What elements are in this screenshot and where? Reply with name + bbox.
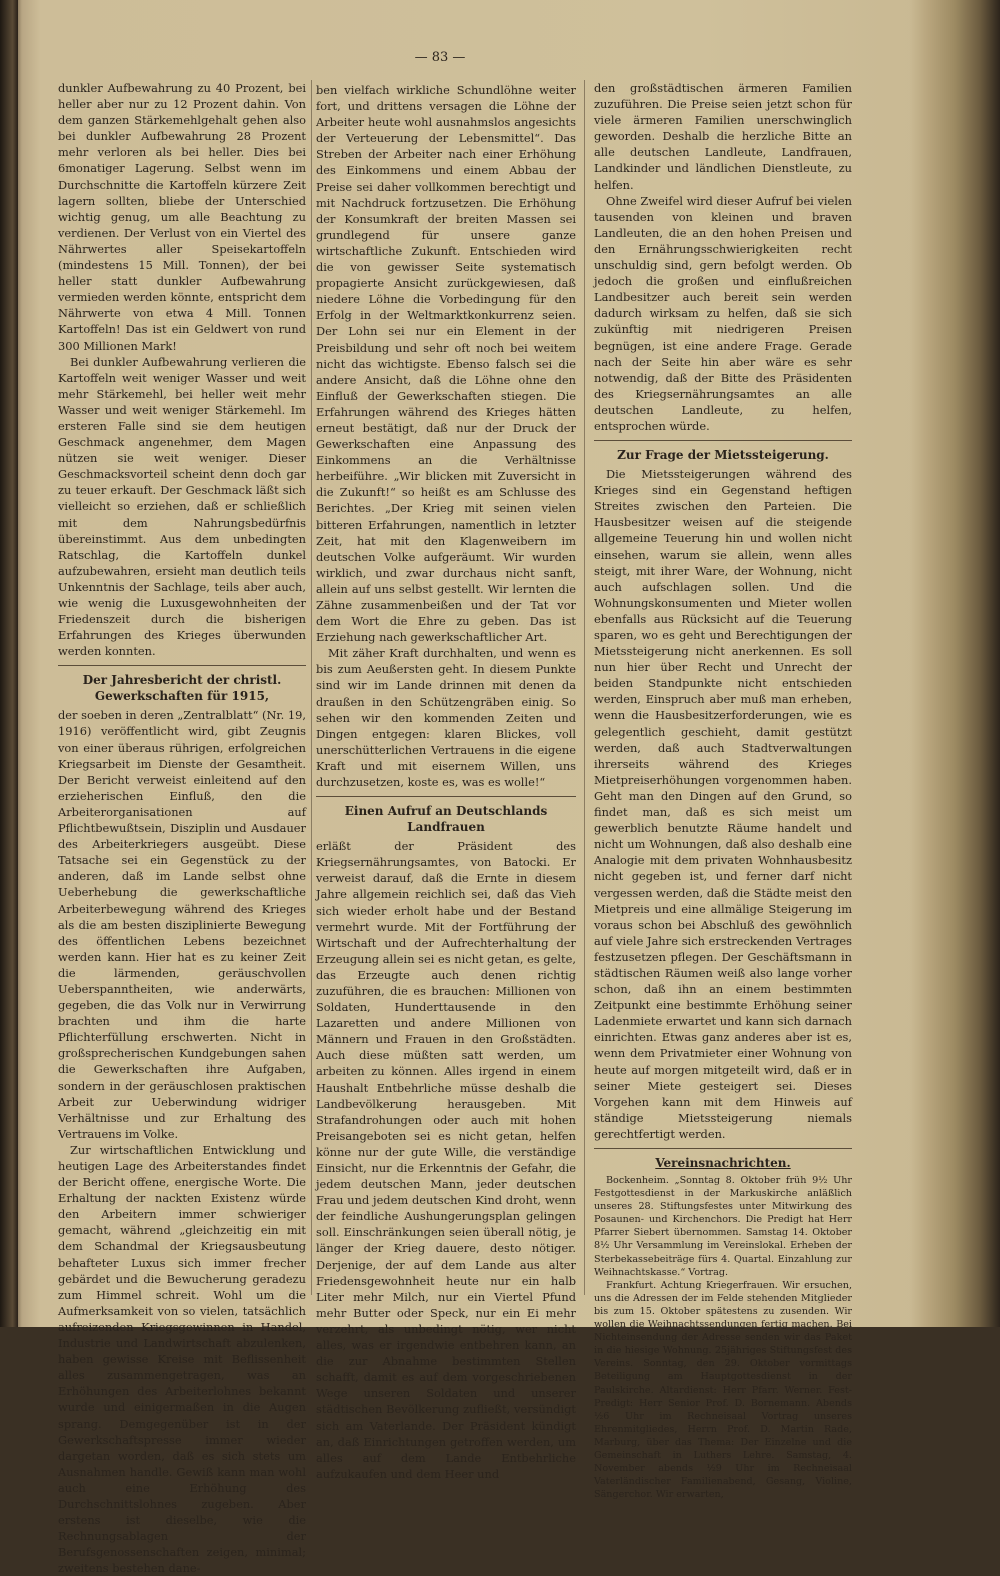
section-heading-text: Vereinsnachrichten. bbox=[655, 1156, 791, 1170]
paragraph: Die Mietssteigerungen während des Krieges sind ein Gegenstand heftigen Streites zwischen den Parteien. Die Hausbesitzer weisen auf die steigende allgemeine Teuerung hin und wollen nicht einsehen, warum sie allein, wenn alles steigt, mit ihrer Ware, der Wohnung, nicht auch aufschlagen sollen. Und die Wohnungskonsumenten und Mieter wollen ebenfalls aus Rücksicht auf die Teuerung sparen, wo es geht und Berechtigungen der Mietssteigerung nicht anerkennen. Es soll nun hier über Recht und Unrecht der beiden Standpunkte nicht entschieden werden, Einspruch aber muß man erheben, wenn die Hausbesitzerforderungen, wie es gelegentlich geschieht, damit gestützt werden, daß auch Stadtverwaltungen ihrerseits während des Krieges Mietpreiserhöhungen vorgenommen haben. Geht man den Dingen auf den Grund, so findet man, daß es sich meist um gewerblich benutzte Räume handelt und nicht um Wohnungen, daß also deshalb eine Analogie mit dem privaten Wohnhausbesitz nicht gegeben ist, und ferner darf nicht vergessen werden, daß die Städte meist den Mietpreis und eine allmälige Steigerung im voraus schon bei Abschluß des gewöhnlich auf viele Jahre sich erstreckenden Vertrages festzusetzen pflegen. Der Geschäftsmann in städtischen Räumen weiß also lange vorher schon, daß ihn an einem bestimmten Zeitpunkt eine bestimmte Erhöhung seiner Ladenmiete erwartet und kann sich darnach einrichten. Etwas ganz anderes aber ist es, wenn dem Privatmieter einer Wohnung von heute auf morgen mitgeteilt wird, daß er in seiner Miete gesteigert sei. Dieses Vorgehen kann mit dem Hinweis auf ständige Mietssteigerung niemals gerechtfertigt werden. bbox=[594, 467, 852, 1141]
section-heading bbox=[594, 1155, 852, 1171]
paragraph: Frankfurt. Achtung Kriegerfrauen. Wir ersuchen, uns die Adressen der im Felde stehenden Mitglieder bis zum 15. Oktober spätestens zu zusenden. Wir wollen die Weihnachtssendungen fertig machen. Bei Nichteinsendung der Adresse senden wir das Paket in die hiesige Wohnung. 25jähriges Stiftungsfest des Vereins. Sonntag, den 29. Oktober vormittags Beteiligung am Hauptgottesdienst in der Paulskirche. Altardienst: Herr Pfarr. Werner. Fest-Predigt: Herr Senior Prof. D. Bornemann. Abends ½6 Uhr im Rechneisaal Vortrag unseres Ehrenmitgliedes, Herrn Prof. D. Martin Rade, Marburg, über das Thema: Der Einzelne und die Gemeinschaft in Luthers Lehre. Samstag, 4. November abends ½9 Uhr im Rechneisaal Vaterländischer Familienabend, Gesang, Violine, Sängerchor. Wir erwarten, bbox=[594, 1279, 852, 1501]
paragraph: den großstädtischen ärmeren Familien zuzuführen. Die Preise seien jetzt schon für viele ärmeren Familien unerschwinglich geworden. Deshalb die herzliche Bitte an alle deutschen Landleute, Landfrauen, Landkinder und ländlichen Dienstleute, zu helfen. bbox=[594, 81, 852, 192]
divider bbox=[58, 665, 306, 666]
paragraph: Zur wirtschaftlichen Entwicklung und heutigen Lage des Arbeiterstandes findet der Bericht offene, energische Worte. Die Erhaltung der nackten Existenz würde den Arbeitern immer schwieriger gemacht, während „gleichzeitig ein mit dem Schandmal der Kriegsausbeutung behafteter Luxus sich immer frecher gebärdet und die Bewucherung geradezu zum Himmel schreit. Wohl um die Aufmerksamkeit von so vielen, tatsächlich aufreizenden Kriegsgewinnen in Handel, Industrie und Landwirtschaft abzulenken, haben gewisse Kreise mit Beflissenheit alles zusammengetragen, was an Erhöhungen des Arbeiterlohnes bekannt wurde und einigermaßen in die Augen sprang. Demgegenüber ist in der Gewerkschaftspresse immer wieder dargetan worden, daß es sich stets um Ausnahmen handle. Gewiß kann man wohl auch eine Erhöhung des Durchschnittslohnes zugeben. Aber erstens ist dieselbe, wie die Rechnungsablagen der Berufsgenossenschaften zeigen, minimal; zweitens bestehen dane- bbox=[58, 1142, 306, 1576]
column-rule-1 bbox=[311, 80, 312, 1295]
article-heading: Einen Aufruf an Deutschlands Landfrauen bbox=[344, 804, 548, 835]
left-page-edge bbox=[0, 0, 18, 1327]
paragraph: dunkler Aufbewahrung zu 40 Prozent, bei heller aber nur zu 12 Prozent dahin. Von dem ganzen Stärkemehlgehalt gehen also bei dunkler Aufbewahrung 28 Prozent mehr verloren als bei heller. Dies bei 6monatiger Lagerung. Selbst wenn im Durchschnitte die Kartoffeln kürzere Zeit lagern sollten, bliebe der Unterschied wichtig genug, um alle Beachtung zu verdienen. Der Verlust von ein Viertel des Nährwertes aller Speisekartoffeln (mindestens 15 Mill. Tonnen), der bei heller statt dunkler Aufbewahrung vermieden werden könnte, entspricht dem Nährwerte von etwa 4 Mill. Tonnen Kartoffeln! Das ist ein Geldwert von rund 300 Millionen Mark! bbox=[58, 81, 306, 353]
column-2 bbox=[316, 82, 576, 1482]
paragraph: Bei dunkler Aufbewahrung verlieren die Kartoffeln weit weniger Wasser und weit mehr Stärkemehl, bei heller weit mehr Wasser und weit weniger Stärkemehl. Im ersteren Falle sind sie dem heutigen Geschmack angenehmer, dem Magen nützen sie weit weniger. Dieser Geschmacksvorteil scheint denn doch gar zu teuer erkauft. Der Geschmack läßt sich vielleicht so erziehen, daß er schließlich mit dem Nahrungsbedürfnis übereinstimmt. Aus dem unbedingten Ratschlag, die Kartoffeln dunkel aufzubewahren, ersieht man deutlich teils Unkenntnis der Sachlage, teils aber auch, wie wenig die Luxusgewohnheiten der Friedenszeit durch die bisherigen Erfahrungen des Krieges überwunden werden konnten. bbox=[58, 354, 306, 659]
paragraph: ben vielfach wirkliche Schundlöhne weiter fort, und drittens versagen die Löhne der Arbeiter heute wohl ausnahmslos angesichts der Verteuerung der Lebensmittel“. Das Streben der Arbeiter nach einer Erhöhung des Einkommens und einem Abbau der Preise sei daher vollkommen berechtigt und mit Nachdruck fortzusetzen. Die Erhöhung der Konsumkraft der breiten Massen sei grundlegend für unsere ganze wirtschaftliche Zukunft. Entschieden wird die von gewisser Seite systematisch propagierte Ansicht zurückgewiesen, daß niedere Löhne die Vorbedingung für den Erfolg in der Weltmarktkonkurrenz seien. Der Lohn sei nur ein Element in der Preisbildung und sehr oft noch bei weitem nicht das wichtigste. Ebenso falsch sei die andere Ansicht, daß die Löhne ohne den Einfluß der Gewerkschaften stiegen. Die Erfahrungen während des Krieges hätten erneut bestätigt, daß nur der Druck der Gewerkschaften eine Anpassung des Einkommens an die Verhältnisse herbeiführe. „Wir blicken mit Zuversicht in die Zukunft!“ so heißt es am Schlusse des Berichtes. „Der Krieg mit seinen vielen bitteren Erfahrungen, namentlich in letzter Zeit, hat mit den Klagenweibern im deutschen Volke aufgeräumt. Wir wurden wirklich, und zwar durchaus nicht sanft, allein auf uns selbst gestellt. Wir lernten die Zähne zusammenbeißen und der Tat vor dem Wort die Ehre zu geben. Das ist Erziehung nach gewerkschaftlicher Art. bbox=[316, 83, 576, 645]
column-3 bbox=[594, 80, 852, 1501]
page-number: — 83 — bbox=[414, 50, 466, 65]
paragraph: Ohne Zweifel wird dieser Aufruf bei vielen tausenden von kleinen und braven Landleuten, die an den hohen Preisen und den Ernährungsschwierigkeiten recht unschuldig sind, gern befolgt werden. Ob jedoch die großen und einflußreichen Landbesitzer auch bereit sein werden dadurch wirksam zu helfen, daß sie sich zukünftig mit niedrigeren Preisen begnügen, ist eine andere Frage. Gerade nach der Seite hin aber wäre es sehr notwendig, daß der Bitte des Präsidenten des Kriegsernährungsamtes an alle deutschen Landleute, zu helfen, entsprochen würde. bbox=[594, 193, 852, 433]
divider bbox=[594, 1148, 852, 1149]
column-1 bbox=[58, 80, 306, 1576]
article-heading: Zur Frage der Mietssteigerung. bbox=[617, 448, 829, 463]
paragraph: erläßt der Präsident des Kriegsernährungsamtes, von Batocki. Er verweist darauf, daß die Ernte in diesem Jahre allgemein reichlich sei, daß das Vieh sich wieder erholt habe und der Bestand vermehrt wurde. Mit der Fortführung der Wirtschaft und der Aufrechterhaltung der Erzeugung allein sei es nicht getan, es gelte, das Erzeugte auch denen richtig zuzuführen, die es brauchen: Millionen von Soldaten, Hunderttausende in den Lazaretten und andere Millionen von Männern und Frauen in den Großstädten. Auch diese müßten satt werden, um arbeiten zu können. Alles irgend in einem Haushalt Entbehrliche müsse deshalb die Landbevölkerung herausgeben. Mit Strafandrohungen oder auch mit hohen Preisangeboten sei es nicht getan, helfen könne nur der gute Wille, die verständige Einsicht, nur die Erkenntnis der Gefahr, die jedem deutschen Mann, jeder deutschen Frau und jedem deutschen Kind droht, wenn der feindliche Aushungerungsplan gelingen soll. Einschränkungen seien überall nötig, je länger der Krieg dauere, desto nötiger. Derjenige, der auf dem Lande aus alter Friedensgewohnheit heute nur ein halb Liter mehr Milch, nur ein Viertel Pfund mehr Butter oder Speck, nur ein Ei mehr verzehrt, als unbedingt nötig, wer nicht alles, was er irgendwie entbehren kann, an die zur Abnahme bestimmten Stellen schafft, damit es auf dem vorgeschriebenen Wege unseren Soldaten und unserer städtischen Bevölkerung zufließt, versündigt sich am Vaterlande. Der Präsident kündigt an, daß Einrichtungen getroffen werden, um alles auf dem Lande Entbehrliche aufzukaufen und dem Heer und bbox=[316, 839, 576, 1481]
column-rule-2 bbox=[584, 80, 585, 1295]
club-news bbox=[594, 1174, 852, 1501]
paragraph: Bockenheim. „Sonntag 8. Oktober früh 9½ Uhr Festgottesdienst in der Markuskirche anläßlich unseres 28. Stiftungsfestes unter Mitwirkung des Posaunen- und Kirchenchors. Die Predigt hat Herr Pfarrer Siebert übernommen. Samstag 14. Oktober 8½ Uhr Versammlung im Vereinslokal. Erheben der Sterbekassebeiträge fürs 4. Quartal. Einzahlung zur Weihnachtskasse.“ Vortrag. bbox=[594, 1175, 852, 1278]
divider bbox=[594, 440, 852, 441]
paragraph: der soeben in deren „Zentralblatt“ (Nr. 19, 1916) veröffentlicht wird, gibt Zeugnis von einer überaus rührigen, erfolgreichen Kriegsarbeit im Dienste der Gesamtheit. Der Bericht verweist einleitend auf den erzieherischen Einfluß, den die Arbeiterorganisationen auf Pflichtbewußtsein, Disziplin und Ausdauer des Arbeiterkriegers ausgeübt. Diese Tatsache sei ein Gegenstück zu der anderen, daß im Lande selbst ohne Ueberhebung die gewerkschaftliche Arbeiterbewegung während des Krieges als die am besten disziplinierte Bewegung des öffentlichen Lebens bezeichnet werden kann. Hier hat es zu keiner Zeit die lärmenden, geräuschvollen Ueberspanntheiten, wie anderwärts, gegeben, die das Volk nur in Verwirrung brachten und ihm die harte Pflichterfüllung erschwerten. Nicht in großsprecherischen Kundgebungen sahen die Gewerkschaften ihre Aufgaben, sondern in der geräuschlosen praktischen Arbeit zur Ueberwindung widriger Verhältnisse und zur Erhaltung des Vertrauens im Volke. bbox=[58, 708, 306, 1141]
paragraph: Mit zäher Kraft durchhalten, und wenn es bis zum Aeußersten geht. In diesem Punkte sind wir im Lande drinnen mit denen da draußen in den Schützengräben einig. So sehen wir den kommenden Zeiten und Dingen entgegen: klaren Blickes, voll unerschütterlichen Vertrauens in die eigene Kraft und mit eisernem Willen, uns durchzusetzen, koste es, was es wolle!“ bbox=[316, 646, 576, 790]
book-spine-edge bbox=[910, 0, 1000, 1327]
article-heading: Der Jahresbericht der christl. Gewerkschaften für 1915, bbox=[82, 673, 282, 704]
divider bbox=[316, 796, 576, 797]
